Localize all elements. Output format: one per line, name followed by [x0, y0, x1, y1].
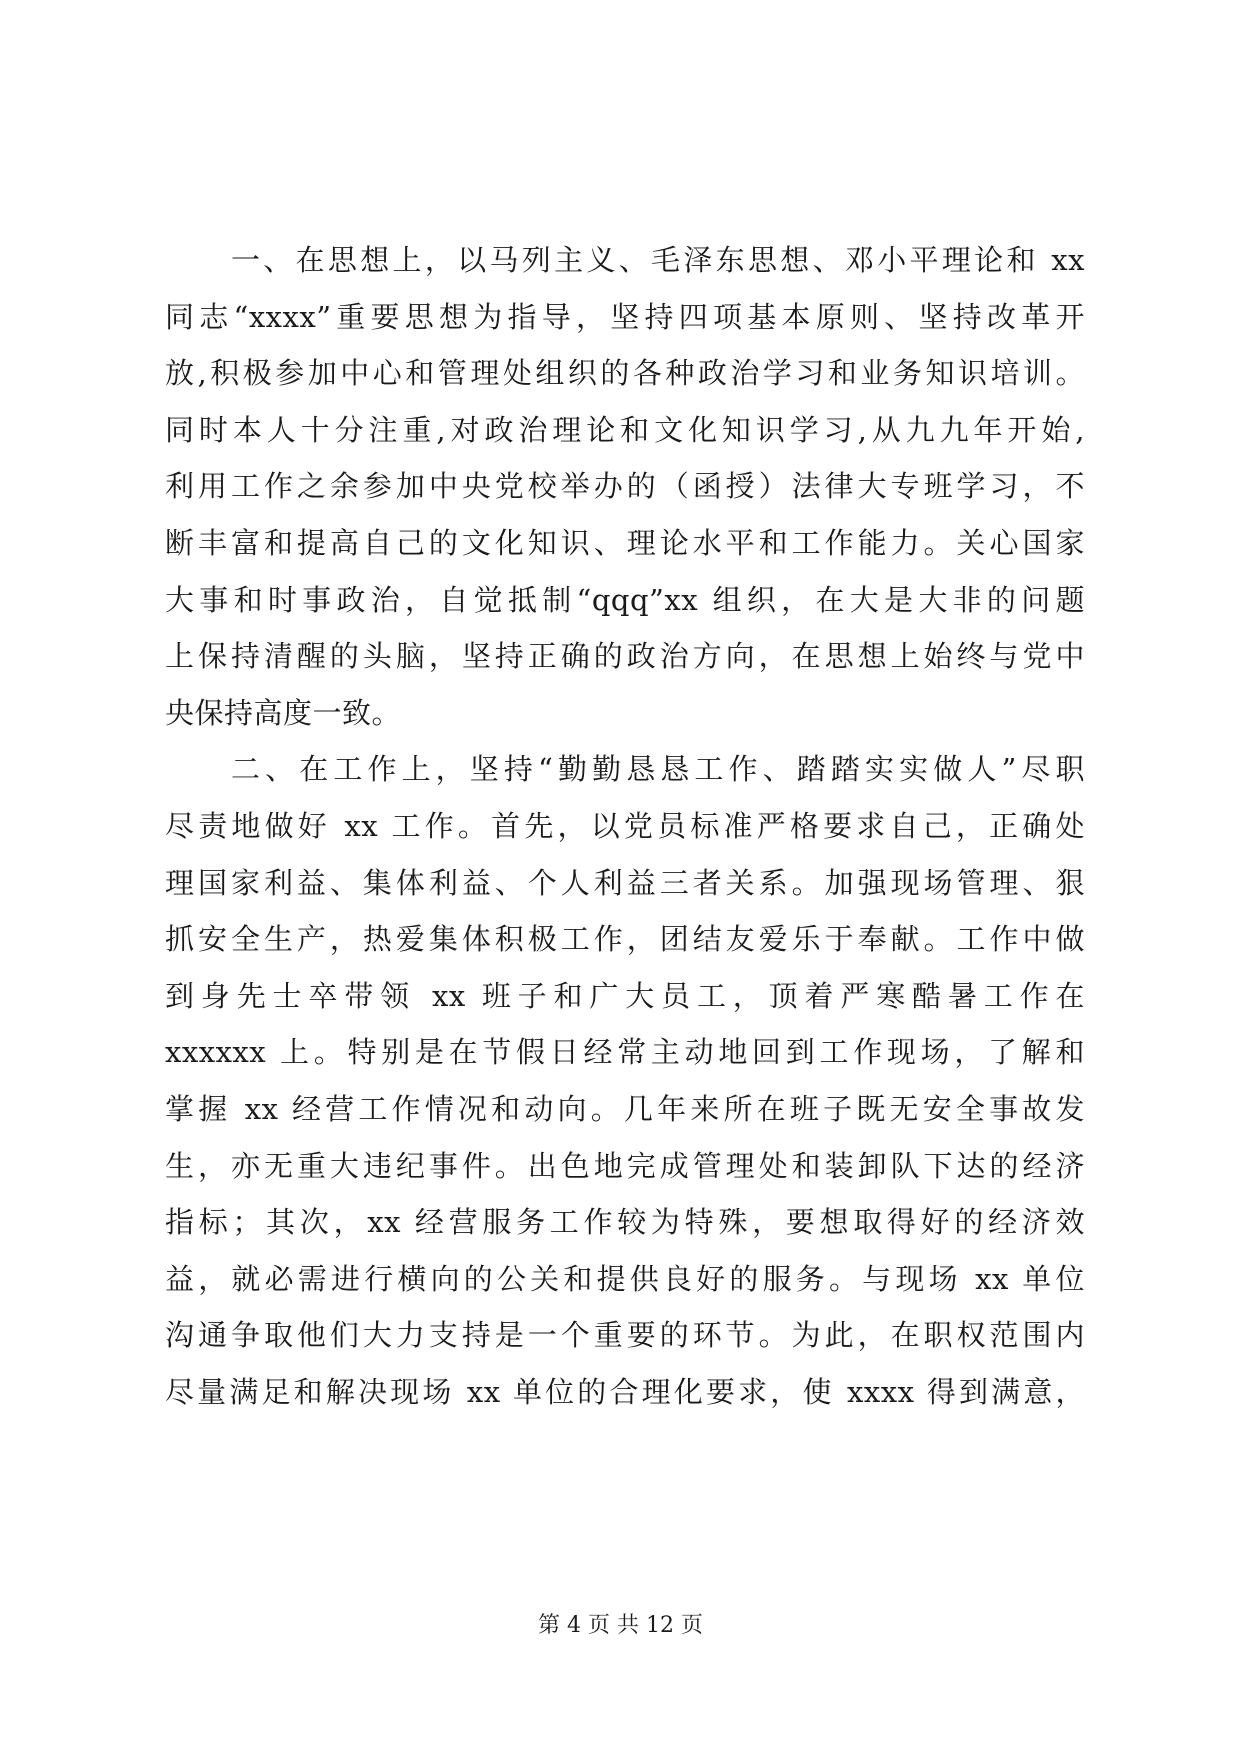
text-line: 抓安全生产，热爱集体积极工作，团结友爱乐于奉献。工作中做	[165, 922, 1085, 957]
document-body	[165, 232, 1085, 1420]
text-line: 益，就必需进行横向的公关和提供良好的服务。与现场 xx 单位	[165, 1261, 1085, 1296]
text-line: 一、在思想上，以马列主义、毛泽东思想、邓小平理论和 xx	[231, 243, 1085, 277]
text-line: 大事和时事政治，自觉抵制“qqq”xx 组织，在大是大非的问题	[165, 582, 1085, 617]
page-number-footer: 第 4 页 共 12 页	[538, 1613, 703, 1638]
text-line: 央保持高度一致。	[165, 695, 402, 730]
text-line: 掌握 xx 经营工作情况和动向。几年来所在班子既无安全事故发	[165, 1091, 1085, 1126]
text-line: 同志“xxxx”重要思想为指导，坚持四项基本原则、坚持改革开	[165, 299, 1085, 334]
text-line: 生，亦无重大违纪事件。出色地完成管理处和装卸队下达的经济	[165, 1148, 1085, 1183]
text-line: 理国家利益、集体利益、个人利益三者关系。加强现场管理、狠	[165, 865, 1085, 900]
text-line: xxxxxx 上。特别是在节假日经常主动地回到工作现场，了解和	[165, 1035, 1085, 1070]
text-line: 沟通争取他们大力支持是一个重要的环节。为此，在职权范围内	[165, 1318, 1085, 1353]
text-line: 尽责地做好 xx 工作。首先，以党员标准严格要求自己，正确处	[165, 808, 1085, 843]
text-line: 二、在工作上，坚持“勤勤恳恳工作、踏踏实实做人”尽职	[231, 752, 1085, 787]
text-line: 断丰富和提高自己的文化知识、理论水平和工作能力。关心国家	[165, 525, 1085, 560]
text-line: 尽量满足和解决现场 xx 单位的合理化要求，使 xxxx 得到满意，	[165, 1374, 1085, 1409]
text-line: 利用工作之余参加中央党校举办的（函授）法律大专班学习，不	[165, 469, 1085, 504]
text-line: 到身先士卒带领 xx 班子和广大员工，顶着严寒酷暑工作在	[165, 978, 1085, 1013]
text-line: 放,积极参加中心和管理处组织的各种政治学习和业务知识培训。	[165, 356, 1085, 391]
text-line: 同时本人十分注重,对政治理论和文化知识学习,从九九年开始,	[165, 412, 1085, 447]
paragraph-work	[165, 741, 1085, 1420]
paragraph-ideology	[165, 232, 1085, 741]
text-line: 上保持清醒的头脑，坚持正确的政治方向，在思想上始终与党中	[165, 639, 1085, 674]
text-line: 指标；其次，xx 经营服务工作较为特殊，要想取得好的经济效	[165, 1205, 1085, 1240]
